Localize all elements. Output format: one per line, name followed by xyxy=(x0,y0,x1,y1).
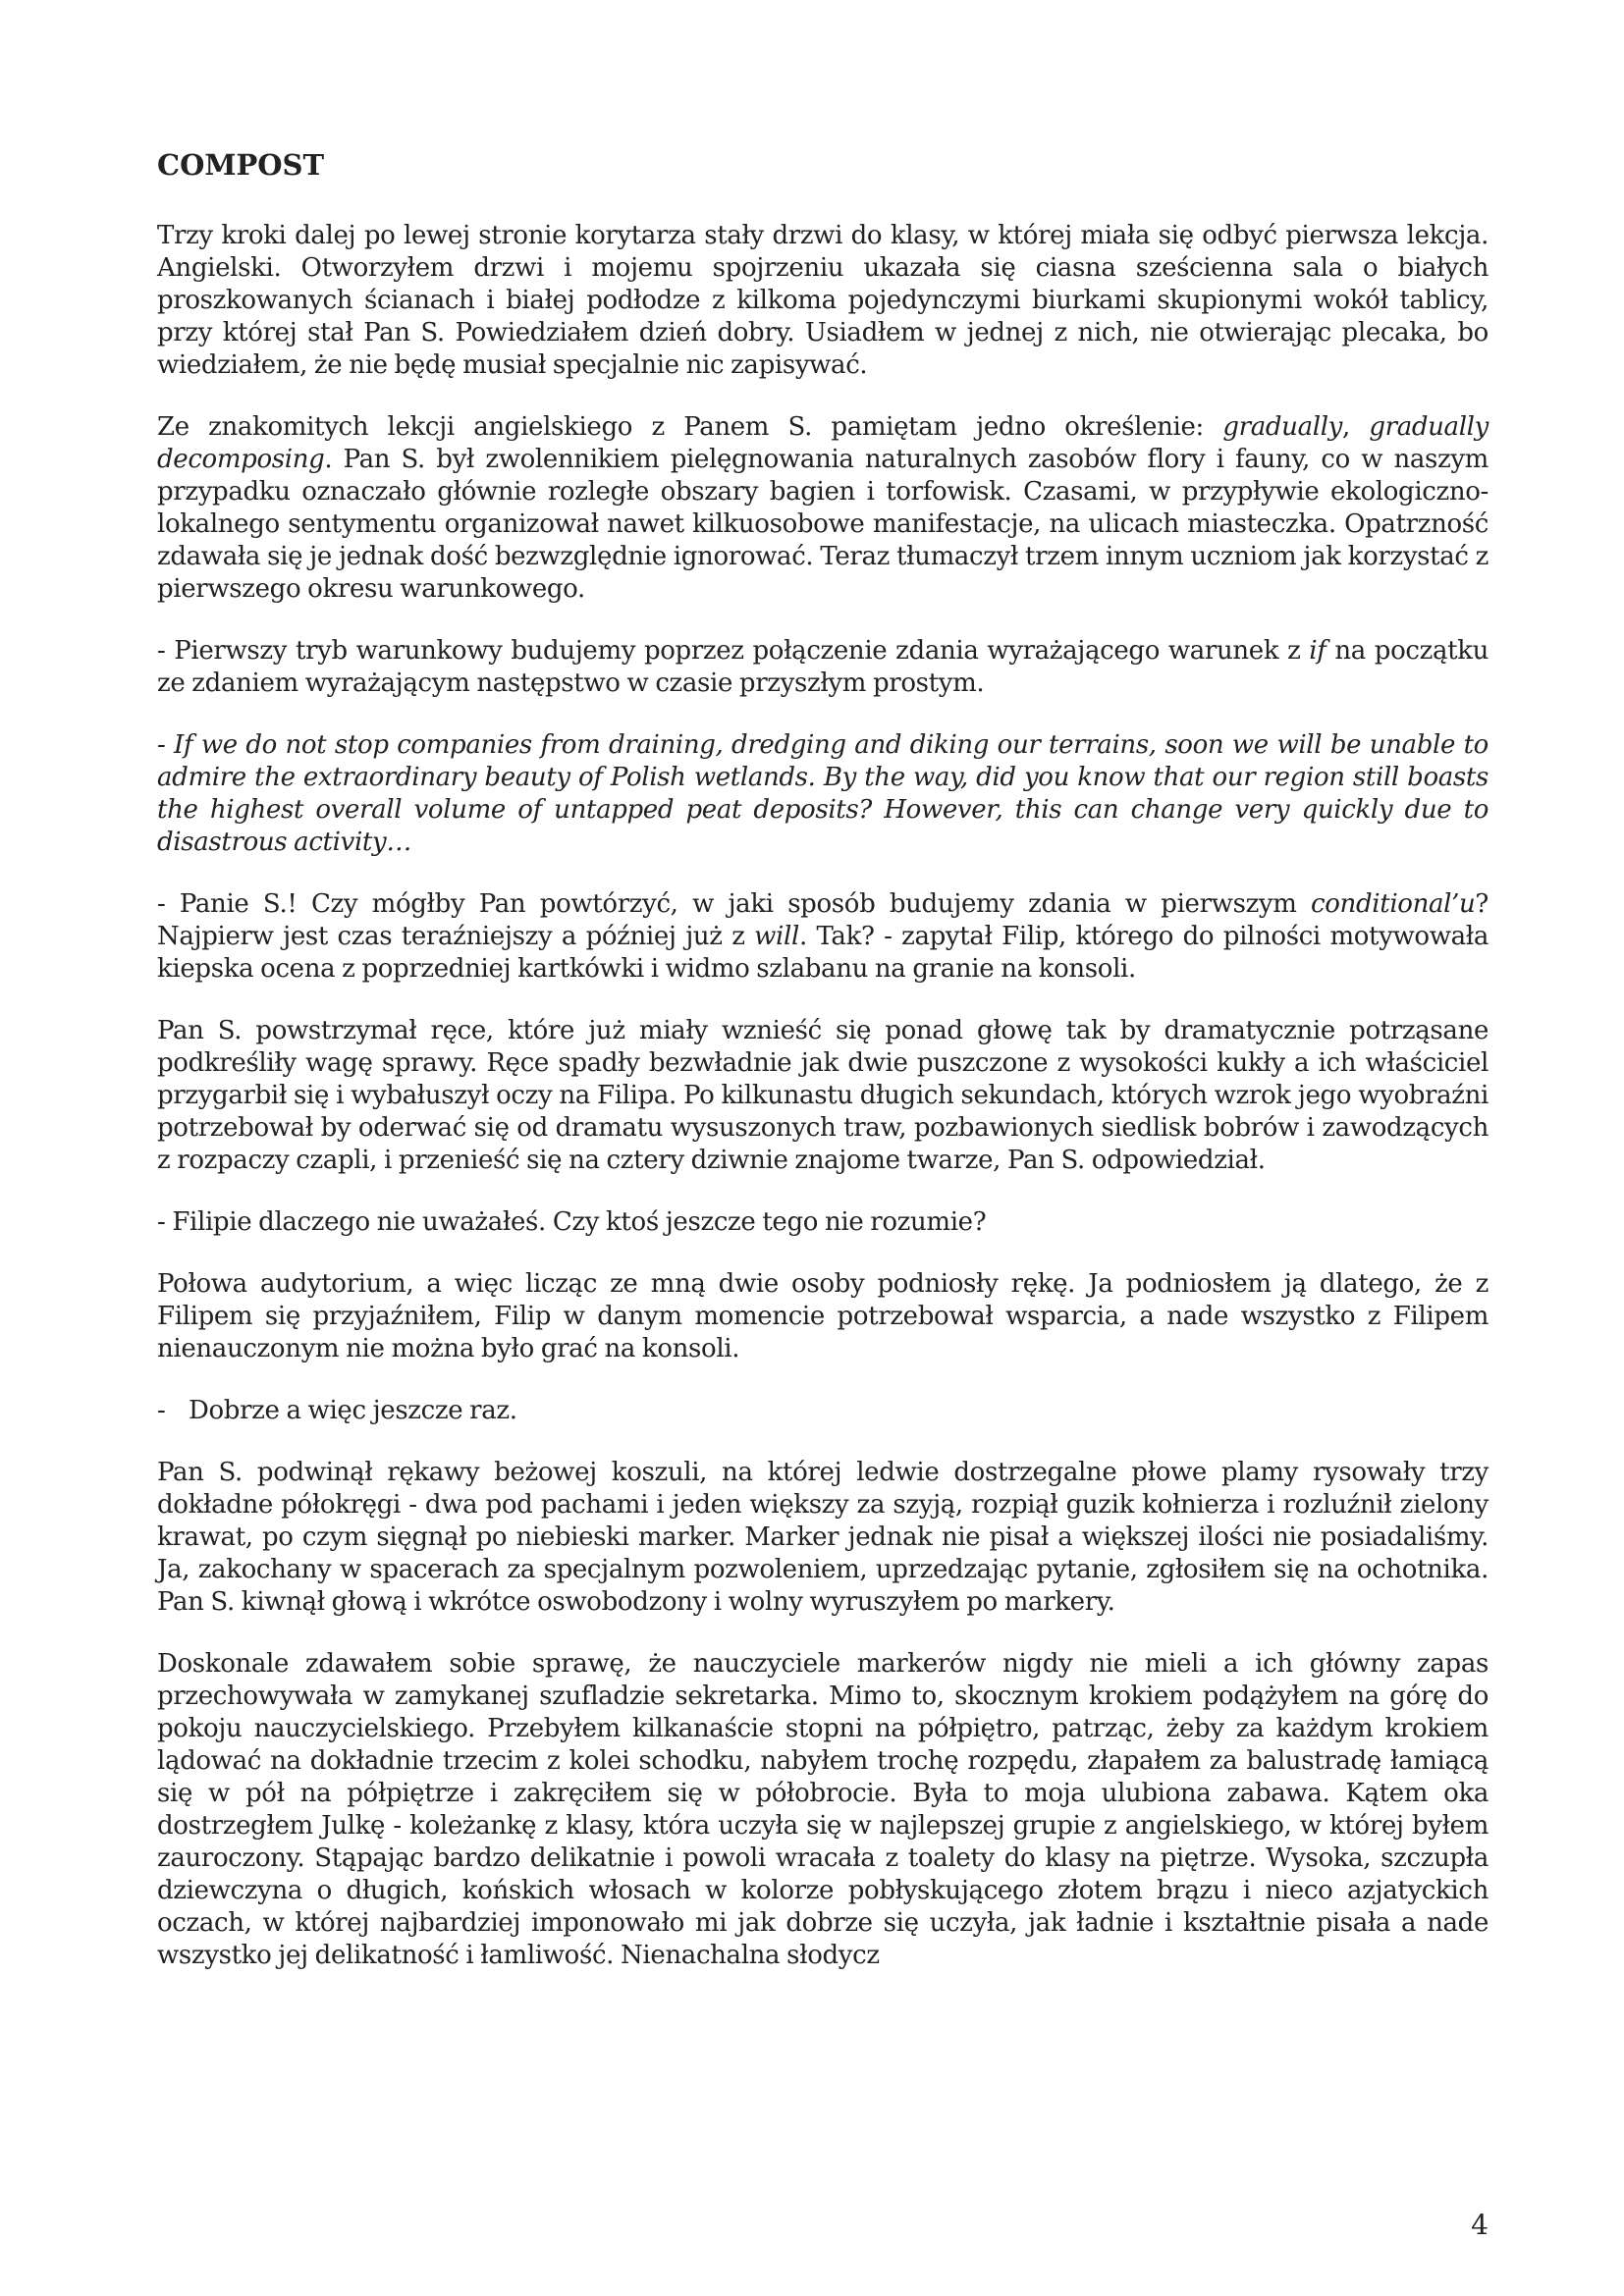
paragraph-11 xyxy=(157,1648,1489,1972)
paragraph-segment: . Tak? - zapytał Filip, którego do pilności motywowała kiepska ocena z poprzedniej kartkówki i widmo szlabanu na granie na konsoli. xyxy=(157,922,1489,984)
italic-term: gradually xyxy=(1222,412,1342,442)
paragraph-9 xyxy=(157,1395,1489,1427)
paragraph-segment: ? Najpierw jest czas teraźniejszy a później już z xyxy=(157,889,1489,951)
italic-term: if xyxy=(1309,636,1326,666)
paragraph-segment: Trzy kroki dalej po lewej stronie korytarza stały drzwi do klasy, w której miała się odbyć pierwsza lekcja. Angielski. Otworzyłem drzwi i mojemu spojrzeniu ukazała się ciasna sześcienna sala o białych proszkowanych ścianach i białej podłodze z kilkoma pojedynczymi biurkami skupionymi wokół tablicy, przy której stał Pan S. Powiedziałem dzień dobry. Usiadłem w jednej z nich, nie otwierając plecaka, bo wiedziałem, że nie będę musiał specjalnie nic zapisywać. xyxy=(157,221,1489,380)
list-dash: - xyxy=(157,1396,166,1425)
paragraph-segment: , xyxy=(1342,412,1370,442)
paragraph-segment: Pan S. powstrzymał ręce, które już miały wznieść się ponad głowę tak by dramatycznie potrząsane podkreśliły wagę sprawy. Ręce spadły bezwładnie jak dwie puszczone z wysokości kukły a ich właściciel przygarbił się i wybałuszył oczy na Filipa. Po kilkunastu długich sekundach, których wzrok jego wyobraźni potrzebował by oderwać się od dramatu wysuszonych traw, pozbawionych siedlisk bobrów i zawodzących z rozpaczy czapli, i przenieść się na cztery dziwnie znajome twarze, Pan S. odpowiedział. xyxy=(157,1016,1489,1175)
paragraph-7 xyxy=(157,1206,1489,1239)
paragraph-10 xyxy=(157,1457,1489,1619)
paragraph-1 xyxy=(157,220,1489,382)
italic-term: conditional’u xyxy=(1311,889,1476,919)
paragraph-8 xyxy=(157,1268,1489,1365)
paragraph-segment: - Pierwszy tryb warunkowy budujemy poprzez połączenie zdania wyrażającego warunek z xyxy=(157,636,1310,666)
paragraph-segment: Połowa audytorium, a więc licząc ze mną dwie osoby podniosły rękę. Ja podniosłem ją dlatego, że z Filipem się przyjaźniłem, Filip w danym momencie potrzebował wsparcia, a nade wszystko z Filipem nienauczonym nie można było grać na konsoli. xyxy=(157,1269,1489,1363)
italic-term: gradually decomposing xyxy=(157,412,1489,474)
paragraph-2 xyxy=(157,411,1489,606)
paragraph-4 xyxy=(157,729,1489,859)
paragraph-segment: Pan S. podwinął rękawy beżowej koszuli, na której ledwie dostrzegalne płowe plamy rysowały trzy dokładne półokręgi - dwa pod pachami i jeden większy za szyją, rozpiął guzik kołnierza i rozluźnił zielony krawat, po czym sięgnął po niebieski marker. Marker jednak nie pisał a większej ilości nie posiadaliśmy. Ja, zakochany w spacerach za specjalnym pozwoleniem, uprzedzając pytanie, zgłosiłem się na ochotnika. Pan S. kiwnął głową i wkrótce oswobodzony i wolny wyruszyłem po markery. xyxy=(157,1458,1489,1617)
paragraph-segment: - Filipie dlaczego nie uważałeś. Czy ktoś jeszcze tego nie rozumie? xyxy=(157,1207,987,1237)
paragraph-3 xyxy=(157,635,1489,700)
paragraph-segment: - If we do not stop companies from draining, dredging and diking our terrains, soon we will be unable to admire the extraordinary beauty of Polish wetlands. By the way, did you know that our region still boasts the highest overall volume of untapped peat deposits? However, this can change very quickly due to disastrous activity… xyxy=(157,730,1489,857)
paragraph-segment: Dobrze a więc jeszcze raz. xyxy=(189,1396,517,1425)
paragraph-6 xyxy=(157,1015,1489,1177)
paragraph-segment: . Pan S. był zwolennikiem pielęgnowania naturalnych zasobów flory i fauny, co w naszym przypadku oznaczało głównie rozległe obszary bagien i torfowisk. Czasami, w przypływie ekologiczno-lokalnego sentymentu organizował nawet kilkuosobowe manifestacje, na ulicach miasteczka. Opatrzność zdawała się je jednak dość bezwzględnie ignorować. Teraz tłumaczył trzem innym uczniom jak korzystać z pierwszego okresu warunkowego. xyxy=(157,445,1489,604)
page-number: 4 xyxy=(1471,2209,1489,2241)
document-page xyxy=(157,147,1489,2002)
italic-term: will xyxy=(754,922,799,951)
paragraph-segment: - Panie S.! Czy mógłby Pan powtórzyć, w jaki sposób budujemy zdania w pierwszym xyxy=(157,889,1312,919)
paragraph-5 xyxy=(157,888,1489,986)
paragraph-segment: na początku ze zdaniem wyrażającym następstwo w czasie przyszłym prostym. xyxy=(157,636,1489,698)
paragraph-segment: Ze znakomitych lekcji angielskiego z Panem S. pamiętam jedno określenie: xyxy=(157,412,1223,442)
document-title: COMPOST xyxy=(157,148,325,182)
paragraph-segment: Doskonale zdawałem sobie sprawę, że nauczyciele markerów nigdy nie mieli a ich główny zapas przechowywała w zamykanej szufladzie sekretarka. Mimo to, skocznym krokiem podążyłem na górę do pokoju nauczycielskiego. Przebyłem kilkanaście stopni na półpiętro, patrząc, żeby za każdym krokiem lądować na dokładnie trzecim z kolei schodku, nabyłem trochę rozpędu, złapałem za balustradę łamiącą się w pół na półpiętrze i zakręciłem się w półobrocie. Była to moja ulubiona zabawa. Kątem oka dostrzegłem Julkę - koleżankę z klasy, która uczyła się w najlepszej grupie z angielskiego, w której byłem zauroczony. Stąpając bardzo delikatnie i powoli wracała z toalety do klasy na piętrze. Wysoka, szczupła dziewczyna o długich, końskich włosach w kolorze pobłyskującego złotem brązu i nieco azjatyckich oczach, w której najbardziej imponowało mi jak dobrze się uczyła, jak ładnie i kształtnie pisała a nade wszystko jej delikatność i łamliwość. Nienachalna słodycz xyxy=(157,1649,1489,1970)
